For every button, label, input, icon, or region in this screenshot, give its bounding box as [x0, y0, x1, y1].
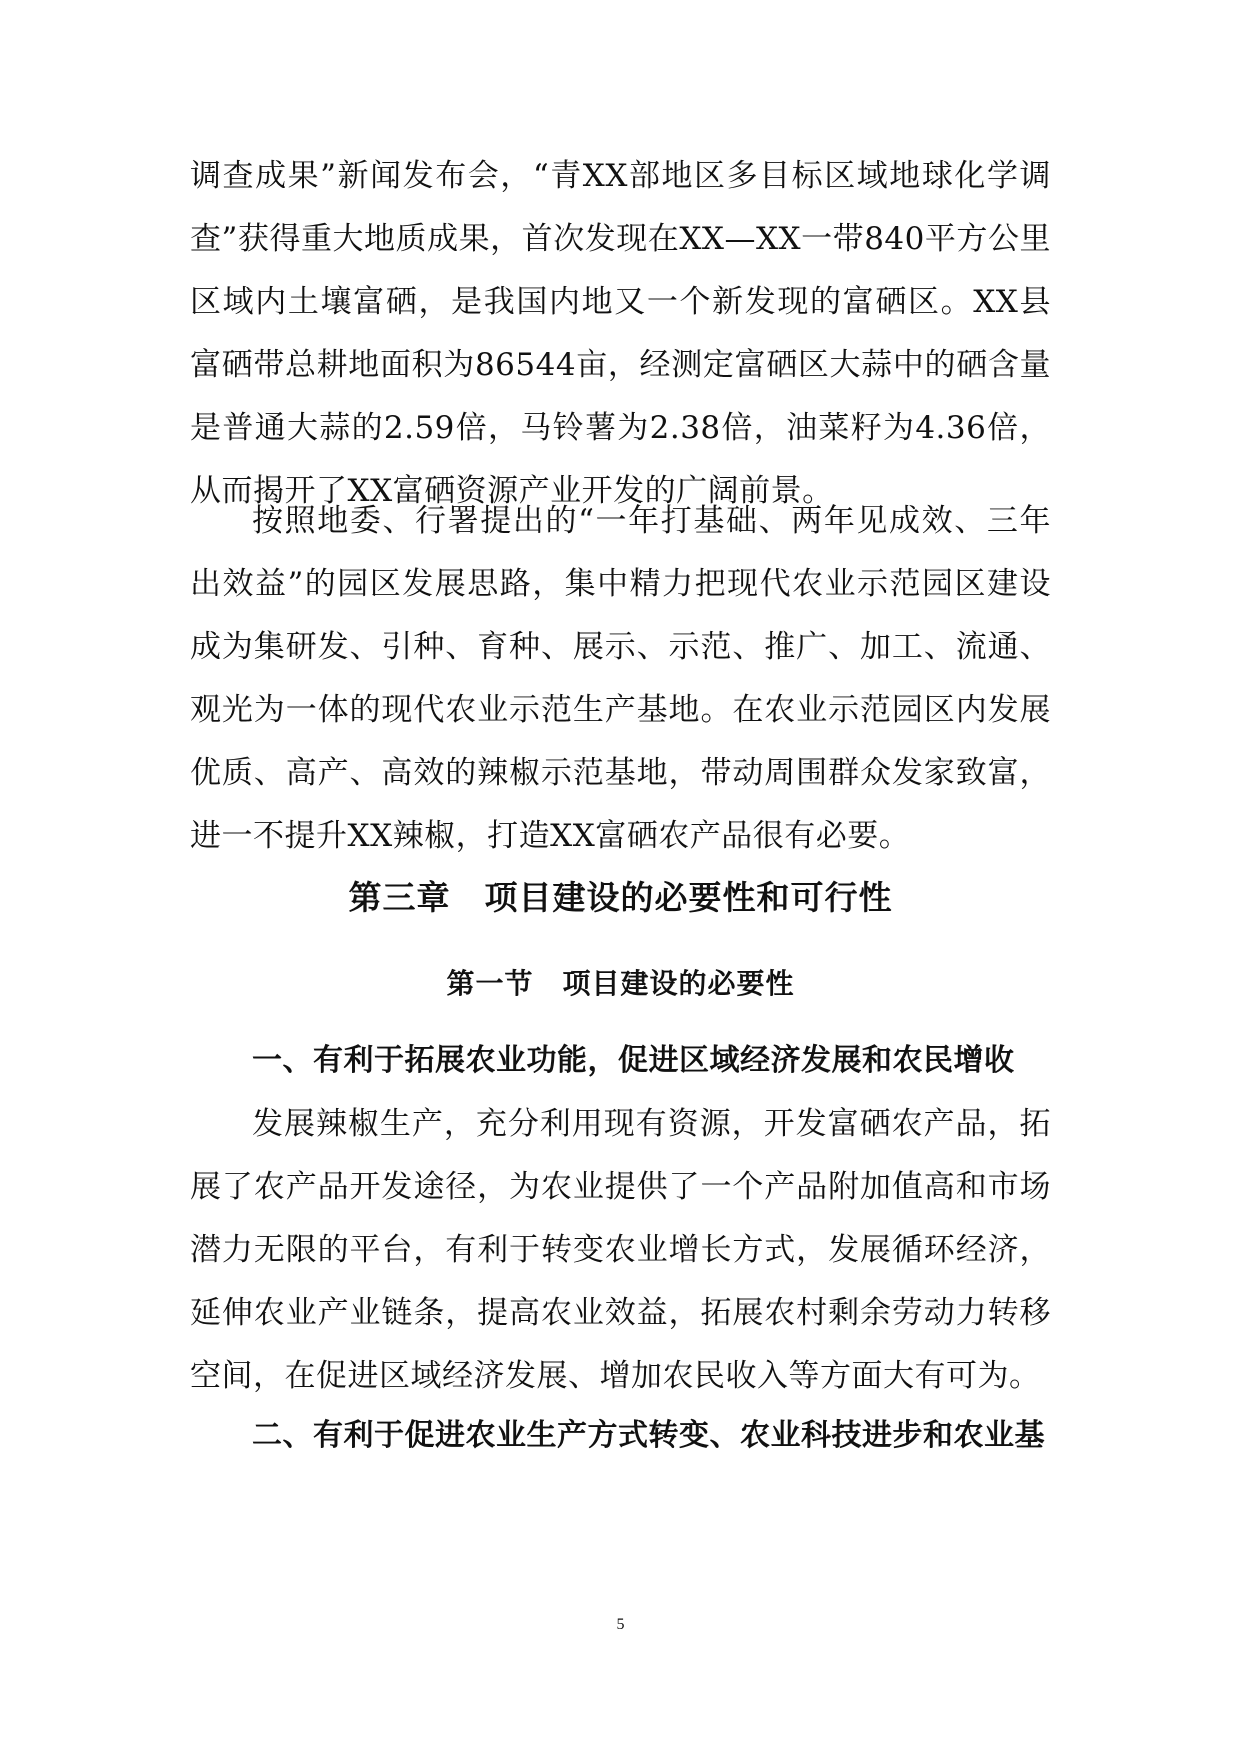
paragraph-pepper-production: 发展辣椒生产，充分利用现有资源，开发富硒农产品，拓展了农产品开发途径，为农业提供了一个产品附加值高和市场潜力无限的平台，有利于转变农业增长方式，发展循环经济，延伸农业产业链条，提高农业效益，拓展农村剩余劳动力转移空间，在促进区域经济发展、增加农民收入等方面大有可为。: [190, 1106, 1051, 1394]
section-title: 第一节 项目建设的必要性: [446, 967, 795, 1000]
paragraph-park-development: 按照地委、行署提出的“一年打基础、两年见成效、三年出效益”的园区发展思路，集中精力把现代农业示范园区建设成为集研发、引种、育种、展示、示范、推广、加工、流通、观光为一体的现代农业示范生产基地。在农业示范园区内发展优质、高产、高效的辣椒示范基地，带动周围群众发家致富，进一不提升XX辣椒，打造XX富硒农产品很有必要。: [190, 503, 1051, 854]
sub-heading-2: 二、有利于促进农业生产方式转变、农业科技进步和农业基: [252, 1418, 1045, 1453]
paragraph-selenium-survey: 调查成果”新闻发布会，“青XX部地区多目标区域地球化学调查”获得重大地质成果，首次发现在XX—XX一带840平方公里区域内土壤富硒，是我国内地又一个新发现的富硒区。XX县富硒带总耕地面积为86544亩，经测定富硒区大蒜中的硒含量是普通大蒜的2.59倍，马铃薯为2.38倍，油菜籽为4.36倍，从而揭开了XX富硒资源产业开发的广阔前景。: [190, 158, 1051, 509]
chapter-title: 第三章 项目建设的必要性和可行性: [348, 878, 893, 917]
page-number: 5: [616, 1616, 625, 1633]
sub-heading-1: 一、有利于拓展农业功能，促进区域经济发展和农民增收: [252, 1043, 1015, 1078]
